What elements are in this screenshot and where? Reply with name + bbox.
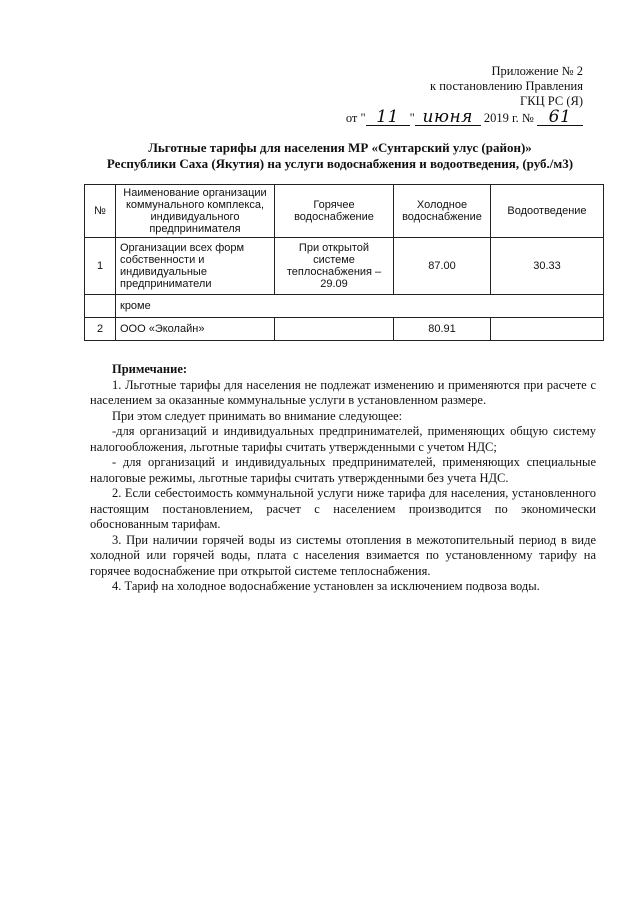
row-sewerage: 30.33	[491, 238, 604, 295]
handwritten-day: 11	[366, 109, 410, 126]
title-line-2: Республики Саха (Якутия) на услуги водоснабжения и водоотведения, (руб./м3)	[106, 156, 574, 171]
row-cold-water: 87.00	[394, 238, 491, 295]
title-line-1: Льготные тарифы для населения МР «Сунтарский улус (район)»	[148, 140, 532, 155]
issuing-organization: ГКЦ РС (Я)	[520, 94, 583, 108]
header-number: №	[85, 185, 116, 238]
note-paragraph-6: 3. При наличии горячей воды из системы отопления в межотопительный период в виде холодной или горячей воды, плата с населения взимается по установленному тарифу на горячее водоснабжение при открытой системе теплоснабжения.	[90, 532, 596, 578]
row-organization: ООО «Эколайн»	[116, 318, 275, 341]
row-cold-water: 80.91	[394, 318, 491, 341]
header-organization: Наименование организации коммунального комплекса, индивидуального предпринимателя	[116, 185, 275, 238]
note-paragraph-5: 2. Если себестоимость коммунальной услуги ниже тарифа для населения, установленного настоящим постановлением, расчет с населением производится по экономически обоснованным тарифам.	[90, 486, 596, 531]
decree-reference: к постановлению Правления	[430, 79, 583, 93]
note-paragraph-1: 1. Льготные тарифы для населения не подлежат изменению и применяются при расчете с населением за оказанные коммунальные услуги в установленном размере.	[90, 377, 596, 407]
header-hot-water: Горячее водоснабжение	[275, 185, 394, 238]
row-number: 1	[85, 238, 116, 295]
table-row	[85, 238, 604, 295]
date-year: 2019 г. №	[483, 111, 534, 125]
table-header-row	[85, 185, 604, 238]
row-hot-water	[275, 318, 394, 341]
table-row	[85, 318, 604, 341]
table-row-except	[85, 295, 604, 318]
empty-cell	[85, 295, 116, 318]
notes-heading: Примечание:	[112, 362, 188, 376]
except-label: кроме	[116, 295, 604, 318]
handwritten-month: июня	[415, 109, 481, 126]
document-title	[70, 140, 610, 172]
date-prefix: от "	[345, 111, 366, 125]
appendix-block	[343, 64, 583, 126]
decree-date-line	[343, 109, 583, 126]
appendix-number: Приложение № 2	[491, 64, 583, 78]
handwritten-doc-number: 61	[537, 109, 583, 126]
row-hot-water: При открытой системе теплоснабжения – 29.09	[275, 238, 394, 295]
row-number: 2	[85, 318, 116, 341]
note-paragraph-2: При этом следует принимать во внимание следующее:	[112, 408, 403, 423]
tariff-table	[84, 184, 604, 341]
header-sewerage: Водоотведение	[491, 185, 604, 238]
row-sewerage	[491, 318, 604, 341]
note-paragraph-4: - для организаций и индивидуальных предпринимателей, применяющих специальные налоговые режимы, льготные тарифы считать утвержденными без учета НДС.	[90, 455, 596, 485]
note-paragraph-7: 4. Тариф на холодное водоснабжение установлен за исключением подвоза воды.	[112, 579, 540, 593]
note-paragraph-3: -для организаций и индивидуальных предпринимателей, применяющих общую систему налогообложения, льготные тарифы считать утвержденными с учетом НДС;	[90, 424, 596, 454]
notes-section	[90, 362, 596, 595]
row-organization: Организации всех форм собственности и индивидуальные предприниматели	[116, 238, 275, 295]
header-cold-water: Холодное водоснабжение	[394, 185, 491, 238]
date-quote: "	[409, 111, 415, 125]
